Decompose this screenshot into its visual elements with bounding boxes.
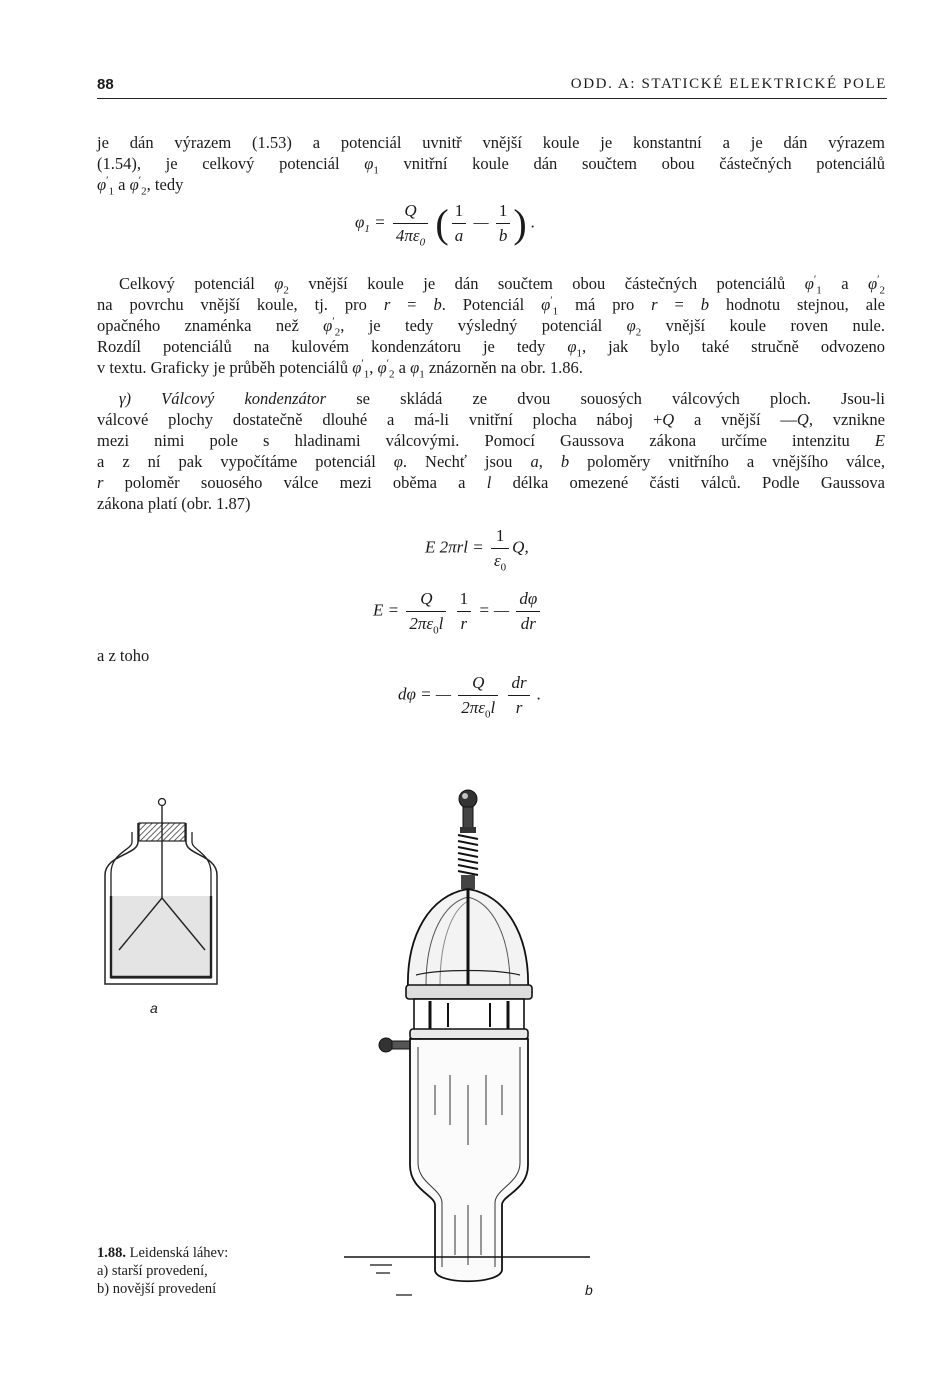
leyden-jar-old-figure bbox=[100, 790, 230, 990]
page-number: 88 bbox=[97, 76, 114, 93]
p2-line-1: Celkový potenciál $\varphi_2$ vnější koule je dán součtem obou částečných potenciálů $\varphi'_1$ a $\varphi'_2$ bbox=[119, 273, 886, 297]
caption-title: 1.88. Leidenská láhev: bbox=[97, 1245, 229, 1261]
p1-line-2: (1.54), je celkový potenciál $\varphi_1$ vnitřní koule dán součtem obou částečných potenciálů bbox=[97, 154, 885, 177]
paragraph-1 bbox=[97, 132, 885, 198]
p3-line-5: r poloměr souosého válce mezi oběma a l délka omezené části válců. Podle Gaussova bbox=[97, 473, 885, 492]
running-head: ODD. A: STATICKÉ ELEKTRICKÉ POLE bbox=[570, 76, 887, 92]
p2-line-2: na povrchu vnější koule, tj. pro r = b. Potenciál $\varphi'_1$ má pro r = b hodnotu stejnou, ale bbox=[97, 294, 885, 318]
p3-line-2: válcové plochy dostatečně dlouhé a má-li vnitřní plocha náboj +Q a vnější —Q, vznikne bbox=[97, 410, 885, 429]
p1-line-3: $\varphi'_1$ a $\varphi'_2$, tedy bbox=[97, 174, 184, 198]
p3-line-4: a z ní pak vypočítáme potenciál φ. Nechť jsou a, b poloměry vnitřního a vnějšího válce, bbox=[97, 452, 885, 471]
page-header bbox=[97, 76, 887, 99]
p2-line-4: Rozdíl potenciálů na kulovém kondenzátoru je tedy $\varphi_1$, jak bylo také stručně odvozeno bbox=[97, 337, 885, 360]
p2-line-3: opačného znaménka než $\varphi'_2$, je tedy výsledný potenciál $\varphi_2$ vnější koule roven nule. bbox=[97, 315, 885, 339]
paragraph-3 bbox=[97, 388, 885, 514]
equation-gauss: E 2πrl = $\frac{1}{\varepsilon_0}$ Q, bbox=[425, 526, 529, 574]
figure-label-a: a bbox=[150, 1000, 158, 1016]
leyden-jar-new-figure bbox=[340, 785, 600, 1305]
paragraph-2 bbox=[97, 273, 886, 381]
equation-field: E = $\frac{Q}{2\pi\varepsilon_0l}$ $\frac{1}{r}$ = — $\frac{d\varphi}{dr}$ bbox=[373, 589, 543, 634]
p3-line-3: mezi nimi pole s hladinami válcovými. Pomocí Gaussova zákona určíme intenzitu E bbox=[97, 431, 885, 450]
text-a-z-toho: a z toho bbox=[97, 646, 150, 665]
p2-line-5: v textu. Graficky je průběh potenciálů $\varphi'_1$, $\varphi'_2$ a $\varphi_1$ znázorněn na obr. 1.86. bbox=[97, 357, 583, 381]
equation-phi1: $\varphi_1$ = $\frac{Q}{4\pi\varepsilon_0}$ ( $\frac{1}{a}$ — $\frac{1}{b}$ ) . bbox=[355, 201, 536, 249]
caption-item-a: a) starší provedení, bbox=[97, 1263, 208, 1279]
caption-item-b: b) novější provedení bbox=[97, 1281, 217, 1297]
p3-line-6: zákona platí (obr. 1.87) bbox=[97, 494, 251, 513]
equation-dphi: dφ = — $\frac{Q}{2\pi\varepsilon_0l}$ $\frac{dr}{r}$ . bbox=[398, 673, 542, 721]
figure-label-b: b bbox=[585, 1282, 593, 1298]
p3-line-1: γ) Válcový kondenzátor se skládá ze dvou souosých válcových ploch. Jsou-li bbox=[119, 389, 885, 408]
p1-line-1: je dán výrazem (1.53) a potenciál uvnitř vnější koule je konstantní a je dán výrazem bbox=[97, 133, 885, 152]
figure-caption bbox=[97, 1244, 228, 1298]
fraction: $\frac{Q}{4\pi\varepsilon_0}$ bbox=[393, 201, 428, 246]
